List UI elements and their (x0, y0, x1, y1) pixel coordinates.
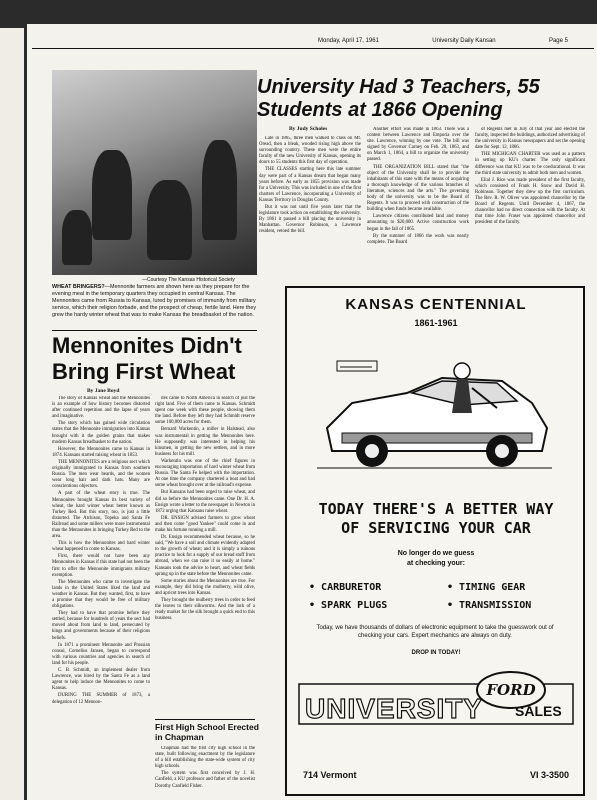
service-transmission: • TRANSMISSION (447, 600, 532, 611)
university-column-1: Late in 1865, three men walked to class on Mt. Oread, then a bleak, wooded rising high above the surrounding country. These men were the entire faculty of the new University of Kansas, opening its doors to 55 students this first day of operation. THE CLASSES starting here this late summer day were part of a Kansas dream that began many years before. As early as 1855 provision was made for a University. This was included in one of the first charters of Lawrence, incorporating a University of Kansas Territory in Douglas County. But it was not until five years later that the legislature took action on establishing the university. By 1861 it passed a bill placing the university in Manhattan. Governor Robinson, a Lawrence resident, vetoed the bill. (259, 136, 361, 235)
service-spark-plugs: • SPARK PLUGS (309, 600, 388, 611)
mennonite-byline: By Jane Boyd (87, 388, 120, 394)
sales-label: SALES (515, 703, 562, 719)
caption-lead: WHEAT BRINGERS? (52, 284, 105, 290)
mennonite-column-1: The story of Kansas wheat and the Mennonites is an example of how history becomes distorted after continued repetition and the lapse of years and imaginative. The story which has gained wide circulation states that the Mennonite immigration into Kansas brought with it the golden grains that makes modern Kansas breadbasket to the nation. However, the Mennonites came to Kansas in 1874. Kansans started raising wheat in 1853. THE MENNONITES are a religious sect which originally immigrated to Kansas from southern Russia. The men wear beards, and the women wear long hair and dark hats. Many are conscientious objectors. A part of the wheat story is true. The Mennonites brought Kansas its best variety of wheat, the hard winter wheat better known as Turkey Red. But this story, too, is just a little distorted. The Atchison, Topeka and Santa Fe Railroad and some millers were more instrumental than the Mennonites in bringing Turkey Red to the area. This is how the Mennonites and hard winter wheat happened to come to Kansas. First, there would not have been any Mennonites in Kansas if this state had not been the first to offer the Mennonite immigrants military exemption. The Mennonites who came to investigate the lands in the United States liked the land and weather in Kansas. But they wanted, first, to have a promise that they would be free of military obligations. They had to have that promise before they settled, because for hundreds of years the sect had moved about from land to land, persecuted by kings and governments because of their religious beliefs. In 1871 a prominent Mennonite and Prussian consul, Cornelius Jansen, began to correspond with various countries and agencies in search of land for his people. C. B. Schmidt, an implement dealer from Lawrence, was hired by the Santa Fe as a land agent to help induce the Mennonites to come to Kansas. DURING THE SUMMER of 1873, a delegation of 12 Mennon- (52, 396, 150, 705)
ad-phone: VI 3-3500 (529, 770, 569, 780)
ad-drop-in: DROP IN TODAY! (411, 650, 461, 656)
university-headline: University Had 3 Teachers, 55 Students at 1866 Opening (257, 76, 540, 121)
brand-name: UNIVERSITY (305, 693, 484, 724)
ford-advertisement (285, 286, 585, 796)
service-timing-gear: • TIMING GEAR (447, 582, 526, 593)
ad-address: 714 Vermont (303, 770, 357, 780)
mennonite-photo (52, 70, 257, 275)
university-byline: By Judy Scholes (289, 126, 328, 132)
car-illustration (307, 333, 562, 483)
caption-text: —Mennonite farmers are shown here as they prepare for the evening meal in the temporary quarters they occupied in central Kansas. The Mennonites came from Russia to Kansas, lured by promises of immunity from military service, which their religion forbade, and the prospect of cheap, fertile land. Here they grew the hardy winter wheat that was to make Kansas the breadbasket of the nation. (52, 284, 257, 318)
mennonite-headline: Mennonites Didn't Bring First Wheat (52, 333, 242, 384)
header-paper: University Daily Kansan (432, 38, 496, 44)
newspaper-page (27, 24, 597, 800)
header-rule (32, 48, 594, 49)
adjacent-page-edge (0, 28, 24, 800)
ad-centennial-title: KANSAS CENTENNIAL (345, 296, 527, 313)
ad-headline: TODAY THERE'S A BETTER WAY OF SERVICING YOUR CAR (318, 500, 554, 537)
header-page: Page 5 (548, 38, 568, 44)
photo-credit: —Courtesy The Kansas Historical Society (142, 277, 235, 283)
page-header (318, 38, 568, 44)
chapman-story: Chapman had the first city high school in the state, built following enactment by the legislature of a bill establishing the state-wide system of city high schools. The system was first conceived by J. H. Canfield, a KU professor and father of the novelist Dorothy Canfield Fisher. (155, 746, 255, 789)
header-date: Monday, April 17, 1961 (318, 38, 379, 44)
mennonite-column-2: ites came to North America in search of just the right land. Five of them came to Kansas. Schmidt spent one week with these people, showing them the land. Before they left they had Schmidt reserve some 100,000 acres for them. Bernard Warkentin, a miller in Halstead, also was instrumental in getting the Mennonites here. He supposedly was interested in helping his kinsmen, in getting the new settlers, and in more business for his mill. Warkentin was one of the chief figures in encouraging importation of hard winter wheat from Russia. The Santa Fe helped with the importation. At one time the company chartered a boat and had some wheat brought over at the railroad's expense. But Kansans had been urged to raise wheat, and did so before the Mennonites came. One Dr. H. A. Ensign wrote a letter to the newspaper in Newton in 1872 urging that Kansans raise wheat. DR. ENSIGN advised farmers to grow wheat and then come "good Yankee" could come in and make his fortune running a mill. Dr. Ensign recommended wheat because, so he said, "We have a soil and climate evidently adapted to the growth of wheat; and it is simply a ruinous practice to look for a supply of our bread stuff from abroad, when we can raise it so easily at home." Kansans took the advice to heart, and wheat fields sprang up in the state before the Mennonites came. Some stories about the Mennonites are true. For example, they did bring the mulberry, wild olive, and apricot trees into Kansas. They brought the mulberry trees in order to feed the leaves to their silkworms. And the lack of a ready market for the silk brought a quick end to this business. (155, 396, 255, 622)
service-carburetor: • CARBURETOR (309, 582, 382, 593)
ad-subheadline: No longer do we guess at checking your: (397, 550, 475, 567)
university-ford-banner (297, 666, 575, 736)
ad-centennial-years: 1861-1961 (414, 318, 458, 328)
university-column-2: Another effort was made in 1863. There was a contest between Lawrence and Emporia over the site. Lawrence, winning by one vote. The bill was signed by Governor Carney on Feb. 20, 1863, and on March 1, 1864, a bill to organize the university passed. THE ORGANIZATION BILL stated that "the object of the University shall be to provide the inhabitants of this state with the means of acquiring a thorough knowledge of the various branches of literature, sciences and the arts." The governing body of the university was to be the Board of Regents. It was to proceed with construction of the building when funds became available. Lawrence citizens contributed land and money amounting to $20,000. Active construction work began in the fall of 1865. By the summer of 1866 the work was nearly complete. The Board (367, 127, 469, 245)
ad-body-text: Today, we have thousands of dollars of electronic equipment to take the guesswork out of checking your cars. Expert mechanics are always on duty. (316, 625, 554, 639)
photo-caption (52, 284, 257, 319)
ford-script: FORD (486, 681, 536, 699)
chapman-headline: First High School Erected in Chapman (155, 722, 259, 742)
university-column-3: of Regents met in July of that year and elected the faculty, inspected the buildings, authorized advertising of the university in Kansas newspapers and set the opening date for Sept. 12, 1866. THE MICHIGAN CHARTER was used as a pattern in setting up KU's charter. The only significant difference was that KU was to be coeducational. It was the third state university to admit both men and women. Elial J. Rice was made president of the first faculty, which consisted of Frank H. Snow and David H. Robinson. Together they drew up the first curriculum. The Rev. R. W. Oliver was appointed chancellor by the Board of Regents. Until December 4, 1867, the chancellor had no direct connection with the faculty. At that time John Fraser was appointed chancellor and president of the faculty. (475, 127, 585, 226)
